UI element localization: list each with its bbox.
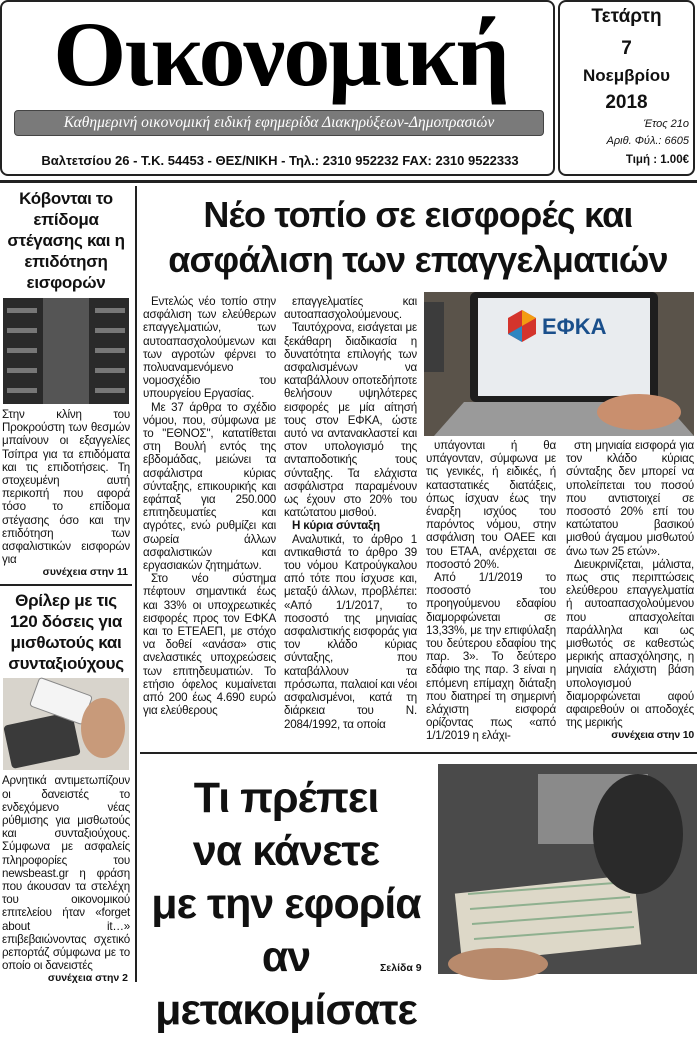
issue-year: 2018 — [605, 92, 648, 113]
column-divider — [135, 186, 137, 982]
left-article-2-body: Αρνητικά αντιμετωπίζουν οι δανειστές το ενδεχόμενο νέας ρύθμισης για μισθωτούς και συνταξιούχους. Σύμφωνα με ασφαλείς πληροφορίες του newsbeast.gr η φράση που άκουσαν τα στελέχη του οικονομικού επιτελείου ήταν «forget about it…» επιβεβαιώνοντας σχετικό ρεπορτάζ σύμφωνα με το οποίο οι δανειστές — [2, 774, 130, 973]
paragraph: Εντελώς νέο τοπίο στην ασφάλιση των ελεύθερων επαγγελματιών, των αυτοαπασχολούμενων και των αγροτών φέρνει το πολυαναμενόμενο νομοσχέδιο του υπουργείου Εργασίας. — [143, 295, 276, 401]
left-divider — [0, 584, 132, 586]
paragraph: υπάγονται ή θα υπάγονταν, σύμφωνα με τις γενικές, ή ειδικές, ή καταστατικές διατάξεις, όπως ίσχυαν έως την έναρξη ισχύος του παρόντος νόμου, στην ασφάλιση του ΟΑΕΕ και του ΕΤΑΑ, ανέρχεται σε ποσοστό 20%. — [426, 439, 556, 571]
main-article-column-1 — [143, 295, 276, 718]
phone-calculator-photo — [3, 678, 129, 770]
main-article-continued[interactable]: συνέχεια στην 10 — [611, 729, 694, 742]
second-headline-line-3: με την εφορία — [151, 880, 421, 928]
paragraph: Διευκρινίζεται, μάλιστα, πως στις περιπτώσεις ελεύθερου επαγγελματία ή αυτοαπασχολούμενου που απασχολείται παράλληλα και ως μισθωτός σε καθεστώς μερικής απασχόλησης, η μηνιαία ελάχιστη βάση υπολογισμού διαμορφώνεται αφού αφαιρεθούν οι αποδοχές της μερικής — [566, 557, 694, 730]
second-headline-line-4: αν μετακομίσατε — [155, 933, 417, 1034]
main-article-column-2 — [284, 295, 417, 731]
newspaper-title: Οικονομική — [53, 3, 508, 105]
issue-number: Αριθ. Φύλ.: 6605 — [606, 135, 689, 147]
second-article-page-ref[interactable]: Σελίδα 9 — [380, 962, 422, 974]
newspaper-tagline: Καθημερινή οικονομική ειδική εφημερίδα Διακηρύξεων-Δημοπρασιών — [14, 110, 544, 136]
left-article-1-headline[interactable]: Κόβονται το επίδομα στέγασης και η επιδότηση εισφορών — [7, 189, 125, 292]
second-article-headline[interactable] — [140, 772, 432, 1037]
second-headline-line-1: Τι πρέπει — [193, 774, 379, 822]
efka-logo-text: ΕΦΚΑ — [542, 314, 607, 339]
phone-calculator-image — [3, 678, 129, 770]
masthead — [0, 0, 555, 176]
tax-office-photo — [438, 764, 697, 974]
header-divider — [0, 180, 697, 183]
left-article-2-headline[interactable]: Θρίλερ με τις 120 δόσεις για μισθωτούς και συνταξιούχους — [8, 591, 124, 674]
main-article-column-2-text — [284, 295, 417, 519]
issue-price: Τιμή : 1.00€ — [625, 154, 689, 166]
issue-day: Τετάρτη — [591, 6, 662, 27]
paragraph: Στο νέο σύστημα πέφτουν σημαντικά έως και 33% οι υποχρεωτικές εισφορές προς τον ΕΦΚΑ και το ΕΤΕΑΕΠ, με στόχο να δοθεί «ανάσα» στις ανελαστικές υποχρεώσεις των επιτηδευματιών. Το ετήσιο όφελος κυμαίνεται από 200 έως 4.690 ευρώ για ελεύθερους — [143, 572, 276, 718]
main-article-column-2-text-continued — [284, 533, 417, 731]
newspaper-address: Βαλτετσίου 26 - Τ.Κ. 54453 - ΘΕΣ/ΝΙΚΗ - Τηλ.: 2310 952232 FAX: 2310 9522333 — [41, 153, 519, 168]
left-column — [0, 186, 132, 985]
main-article-column-3 — [426, 439, 556, 743]
issue-month: Νοεμβρίου — [582, 66, 671, 85]
paragraph: Ταυτόχρονα, εισάγεται με ξεκάθαρη διαδικασία η δυνατότητα επιλογής των ασφαλισμένων να καταβάλλουν οποτεδήποτε θελήσουν υψηλότερες εισφορές με μία αίτησή τους στον ΕΦΚΑ, ώστε αυτό να αντανακλαστεί και στον υπολογισμό της ανταποδοτικής τους σύνταξης. Τα ελάχιστα ασφάλιστρα παραμένουν ως έχουν στο 20% του κατώτατου μισθού. — [284, 321, 417, 520]
left-article-1-continued[interactable]: συνέχεια στην 11 — [42, 566, 128, 579]
left-article-1-body: Στην κλίνη του Προκρούστη των θεσμών μπαίνουν οι εξαγγελίες Τσίπρα για τα επιδόματα και τις επιδοτήσεις. Τη στοχευμένη αυτή περικοπή που αφορά τόσο το επίδομα στέγασης όσο και την επιδότηση των ασφαλιστικών εισφορών για — [2, 408, 130, 567]
efka-laptop-image — [424, 292, 694, 436]
paragraph: Από 1/1/2019 το ποσοστό του προηγούμενου εδαφίου διαμορφώνεται σε 13,33%, με την επιφύλαξη του δεύτερου εδαφίου της παρ. 3». Το δεύτερο εδάφιο της παρ. 3 είναι η επόμενη επίμαχη διάταξη που διατηρεί τη σημερινή ελάχιστη εισφορά ορίζοντας πως «από 1/1/2019 η ελάχι- — [426, 571, 556, 743]
tax-office-image — [438, 764, 697, 974]
issue-date: 7 — [621, 38, 632, 59]
main-article-subhead: Η κύρια σύνταξη — [292, 519, 380, 533]
main-article-column-4 — [566, 439, 694, 743]
date-box — [558, 0, 695, 176]
paragraph: επαγγελματίες και αυτοαπασχολούμενους. — [284, 295, 417, 322]
paragraph: στη μηνιαία εισφορά για τον κλάδο κύριας σύνταξης δεν μπορεί να υπολείπεται του ποσού που αντιστοιχεί σε ποσοστό 20% επί του κατώτατου βασικού μισθού άγαμου μισθωτού άνω των 25 ετών». — [566, 439, 694, 558]
main-article-headline[interactable]: Νέο τοπίο σε εισφορές και ασφάλιση των επαγγελματιών — [168, 194, 668, 280]
paragraph: Αναλυτικά, το άρθρο 1 αντικαθιστά το άρθρο 39 του νόμου Κατρούγκαλου από τότε που ίσχυσε και, μεταξύ άλλων, προβλέπει: «Από 1/1/2017, το ποσοστό της μηνιαίας ασφαλιστικής εισφοράς για τον κλάδο κύριας σύνταξης, που καταβάλλουν τα πρόσωπα, παλαιοί και νέοι ασφαλισμένοι, κατά τη διάρκεια του Ν. 2084/1992, τα οποία — [284, 532, 417, 731]
building-photo-image — [3, 298, 129, 404]
paragraph: Με 37 άρθρα το σχέδιο νόμου, που, σύμφωνα με το "ΕΘΝΟΣ", κατατίθεται στη Βουλή εντός της εβδομάδας, μειώνει τα ασφάλιστρα κύριας σύνταξης, επικουρικής και εφάπαξ για 250.000 επιτηδευματίες και αγρότες, ενώ ρυθμίζει και σωρεία άλλων ασφαλιστικών και εργασιακών ζητημάτων. — [143, 400, 276, 573]
second-headline-line-2: να κάνετε — [192, 827, 380, 875]
left-article-2-continued[interactable]: συνέχεια στην 2 — [47, 972, 128, 985]
building-photo — [3, 298, 129, 404]
issue-volume: Έτος 21ο — [643, 118, 689, 130]
main-article-column-4-text — [566, 439, 694, 729]
efka-laptop-photo — [424, 292, 694, 436]
section-divider — [140, 752, 697, 754]
